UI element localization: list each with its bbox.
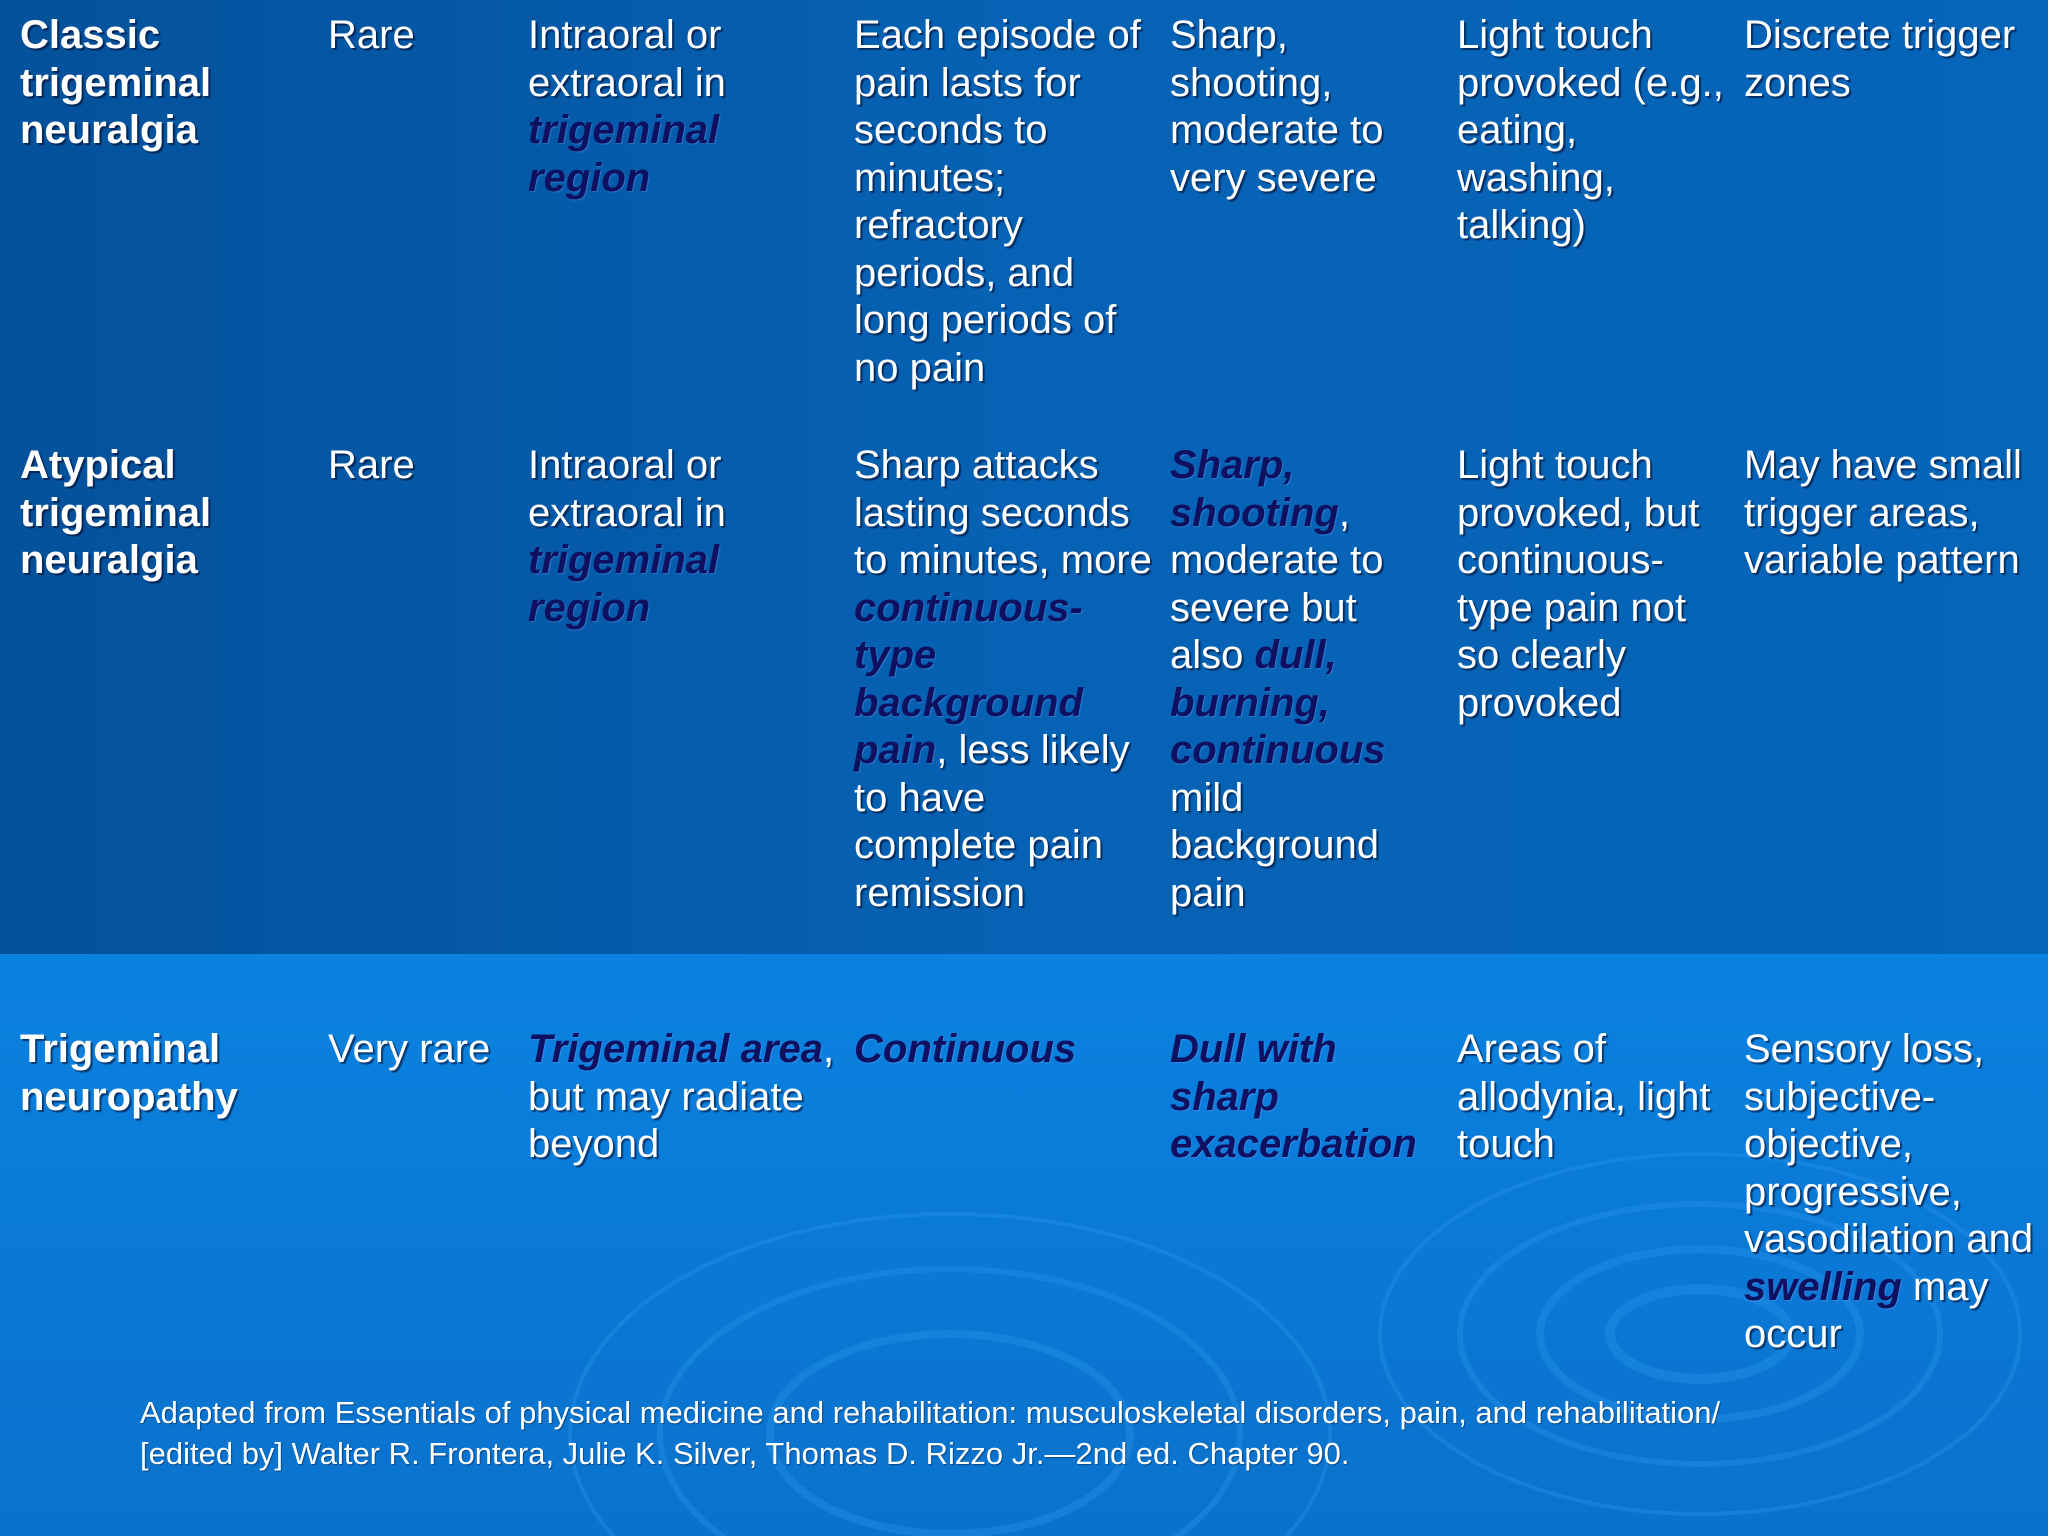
citation-line-1: Adapted from Essentials of physical medicine and rehabilitation: musculoskeletal disorders, pain, and rehabilitation/	[140, 1395, 1721, 1430]
time-course-text: Sharp attacks lasting seconds to minutes, more	[854, 443, 1152, 582]
condition-cell: Atypical trigeminal neuralgia	[20, 443, 212, 582]
location-cell	[528, 1026, 838, 1169]
location-emphasis: trigeminal region	[528, 538, 720, 630]
time-course-cell: Each episode of pain lasts for seconds to minutes; refractory periods, and long periods of no pain	[854, 13, 1141, 390]
other-features-cell: Discrete trigger zones	[1744, 13, 2016, 105]
time-course-emphasis: continuous-type background pain	[854, 585, 1083, 772]
provocation-cell: Areas of allodynia, light touch	[1457, 1027, 1711, 1166]
character-emphasis: Sharp, shooting	[1170, 443, 1339, 535]
other-features-text: Sensory loss, subjective-objective, progressive, vasodilation and	[1744, 1027, 2034, 1261]
time-course-cell: Continuous	[854, 1027, 1077, 1071]
character-cell: Sharp, shooting, moderate to very severe	[1170, 13, 1384, 200]
location-text: Intraoral or extraoral in	[528, 443, 726, 535]
other-features-text: may occur	[1744, 1264, 1989, 1356]
time-course-text: , less likely to have complete pain remission	[854, 728, 1130, 915]
location-text: Intraoral or extraoral in	[528, 13, 726, 105]
other-features-emphasis: swelling	[1744, 1264, 1902, 1309]
location-cell	[528, 12, 838, 202]
location-cell	[528, 442, 838, 632]
condition-cell: Trigeminal neuropathy	[20, 1027, 238, 1119]
location-emphasis: trigeminal region	[528, 108, 720, 200]
character-emphasis: dull, burning, continuous	[1170, 633, 1386, 772]
location-text: , but may radiate beyond	[528, 1027, 835, 1166]
character-cell	[1170, 442, 1440, 917]
character-text: mild background pain	[1170, 775, 1380, 915]
provocation-cell: Light touch provoked, but continuous-type pain not so clearly provoked	[1457, 443, 1700, 725]
character-cell: Dull with sharp exacerbation	[1170, 1027, 1417, 1166]
location-emphasis: Trigeminal area	[528, 1027, 823, 1071]
condition-cell: Classic trigeminal neuralgia	[20, 13, 212, 152]
provocation-cell: Light touch provoked (e.g., eating, washing, talking)	[1457, 13, 1724, 247]
other-features-cell	[1744, 1026, 2044, 1359]
prevalence-cell: Rare	[328, 13, 415, 57]
time-course-cell	[854, 442, 1154, 917]
prevalence-cell: Rare	[328, 443, 415, 487]
citation-line-2: [edited by] Walter R. Frontera, Julie K. Silver, Thomas D. Rizzo Jr.—2nd ed. Chapter 90.	[140, 1436, 1350, 1471]
source-citation	[140, 1392, 1960, 1474]
character-text: , moderate to severe but also	[1170, 490, 1384, 677]
prevalence-cell: Very rare	[328, 1027, 491, 1071]
other-features-cell: May have small trigger areas, variable pattern	[1744, 443, 2022, 582]
